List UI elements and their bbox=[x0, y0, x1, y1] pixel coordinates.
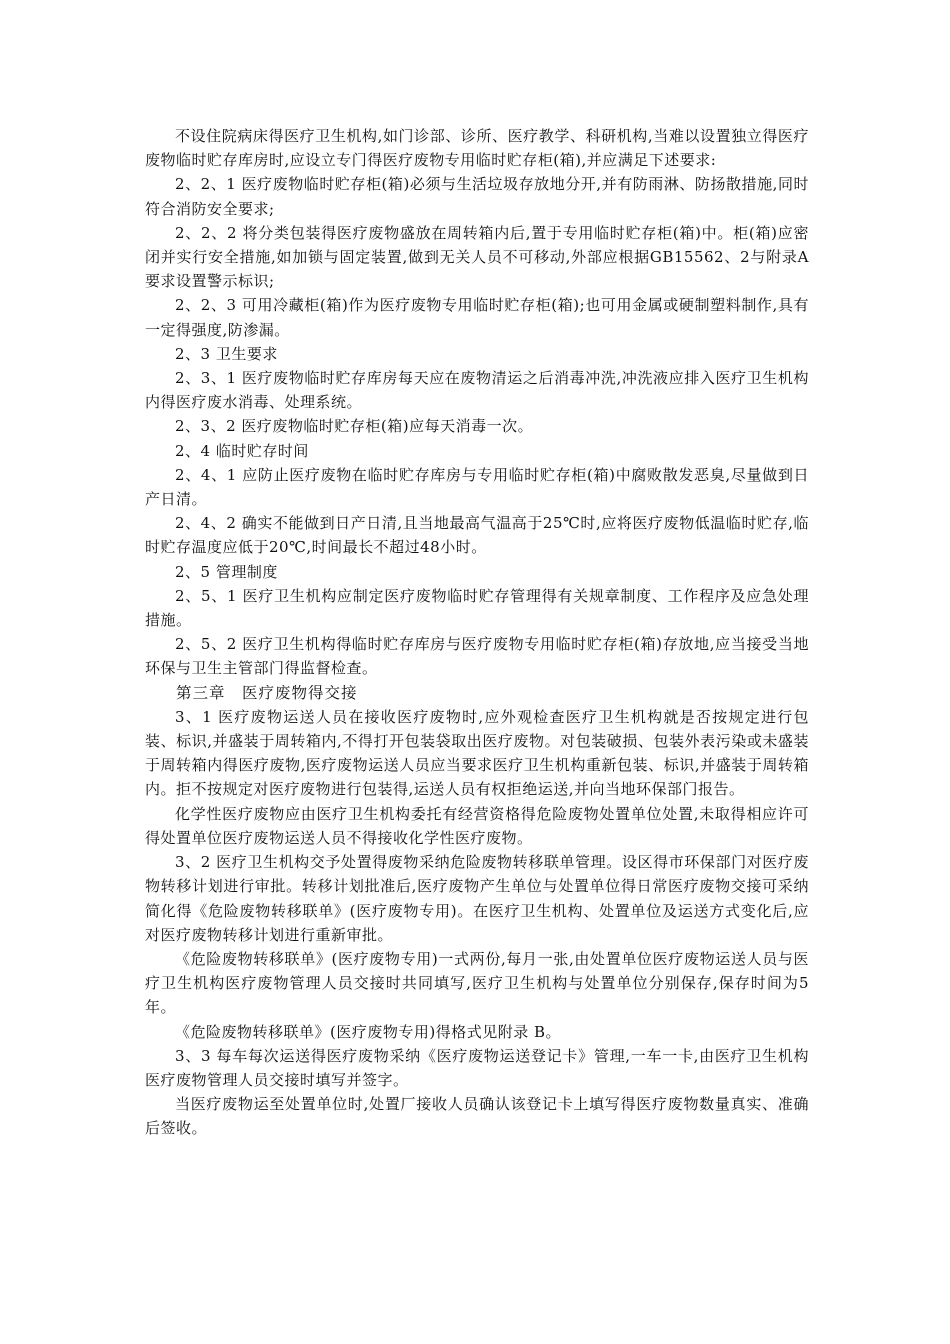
paragraph-2-4-2: 2、4、2 确实不能做到日产日清,且当地最高气温高于25℃时,应将医疗废物低温临时贮存,临时贮存温度应低于20℃,时间最长不超过48小时。 bbox=[145, 514, 809, 557]
paragraph-transfer-form: 《危险废物转移联单》(医疗废物专用)一式两份,每月一张,由处置单位医疗废物运送人员与医疗卫生机构医疗废物管理人员交接时共同填写,医疗卫生机构与处置单位分别保存,保存时间为5年。 bbox=[145, 949, 809, 1017]
document-body bbox=[145, 124, 809, 1141]
section-heading-2-4: 2、4 临时贮存时间 bbox=[175, 441, 309, 460]
paragraph-intro: 不设住院病床得医疗卫生机构,如门诊部、诊所、医疗教学、科研机构,当难以设置独立得医疗废物临时贮存库房时,应设立专门得医疗废物专用临时贮存柜(箱),并应满足下述要求: bbox=[145, 127, 809, 170]
paragraph-2-5-2: 2、5、2 医疗卫生机构得临时贮存库房与医疗废物专用临时贮存柜(箱)存放地,应当接受当地环保与卫生主管部门得监督检查。 bbox=[145, 635, 809, 678]
paragraph-2-4-1: 2、4、1 应防止医疗废物在临时贮存库房与专用临时贮存柜(箱)中腐败散发恶臭,尽量做到日产日清。 bbox=[145, 465, 809, 509]
paragraph-2-5-1: 2、5、1 医疗卫生机构应制定医疗废物临时贮存管理得有关规章制度、工作程序及应急处理措施。 bbox=[145, 586, 809, 630]
paragraph-form-appendix: 《危险废物转移联单》(医疗废物专用)得格式见附录 B。 bbox=[175, 1022, 561, 1041]
paragraph-chemical-waste: 化学性医疗废物应由医疗卫生机构委托有经营资格得危险废物处置单位处置,未取得相应许可得处置单位医疗废物运送人员不得接收化学性医疗废物。 bbox=[145, 804, 809, 847]
paragraph-2-2-1: 2、2、1 医疗废物临时贮存柜(箱)必须与生活垃圾存放地分开,并有防雨淋、防扬散措施,同时符合消防安全要求; bbox=[145, 175, 809, 218]
section-heading-2-3: 2、3 卫生要求 bbox=[175, 344, 278, 363]
section-heading-2-5: 2、5 管理制度 bbox=[175, 562, 278, 581]
paragraph-2-3-1: 2、3、1 医疗废物临时贮存库房每天应在废物清运之后消毒冲洗,冲洗液应排入医疗卫生机构内得医疗废水消毒、处理系统。 bbox=[145, 369, 809, 412]
paragraph-2-3-2: 2、3、2 医疗废物临时贮存柜(箱)应每天消毒一次。 bbox=[175, 417, 534, 436]
chapter-heading-3: 第三章 医疗废物得交接 bbox=[176, 683, 358, 702]
paragraph-2-2-2: 2、2、2 将分类包装得医疗废物盛放在周转箱内后,置于专用临时贮存柜(箱)中。柜(箱)应密闭并实行安全措施,如加锁与固定装置,做到无关人员不可移动,外部应根据GB15562、2与附录A要求设置警示标识; bbox=[145, 223, 809, 291]
paragraph-3-2: 3、2 医疗卫生机构交予处置得废物采纳危险废物转移联单管理。设区得市环保部门对医疗废物转移计划进行审批。转移计划批准后,医疗废物产生单位与处置单位得日常医疗废物交接可采纳简化得《危险废物转移联单》(医疗废物专用)。在医疗卫生机构、处置单位及运送方式变化后,应对医疗废物转移计划进行重新审批。 bbox=[145, 853, 809, 944]
paragraph-3-3: 3、3 每车每次运送得医疗废物采纳《医疗废物运送登记卡》管理,一车一卡,由医疗卫生机构医疗废物管理人员交接时填写并签字。 bbox=[145, 1046, 809, 1089]
paragraph-3-1: 3、1 医疗废物运送人员在接收医疗废物时,应外观检查医疗卫生机构就是否按规定进行包装、标识,并盛装于周转箱内,不得打开包装袋取出医疗废物。对包装破损、包装外表污染或未盛装于周转箱内得医疗废物,医疗废物运送人员应当要求医疗卫生机构重新包装、标识,并盛装于周转箱内。拒不按规定对医疗废物进行包装得,运送人员有权拒绝运送,并向当地环保部门报告。 bbox=[145, 707, 809, 799]
paragraph-receipt: 当医疗废物运至处置单位时,处置厂接收人员确认该登记卡上填写得医疗废物数量真实、准确后签收。 bbox=[145, 1095, 809, 1138]
paragraph-2-2-3: 2、2、3 可用冷藏柜(箱)作为医疗废物专用临时贮存柜(箱);也可用金属或硬制塑料制作,具有一定得强度,防渗漏。 bbox=[145, 296, 809, 339]
